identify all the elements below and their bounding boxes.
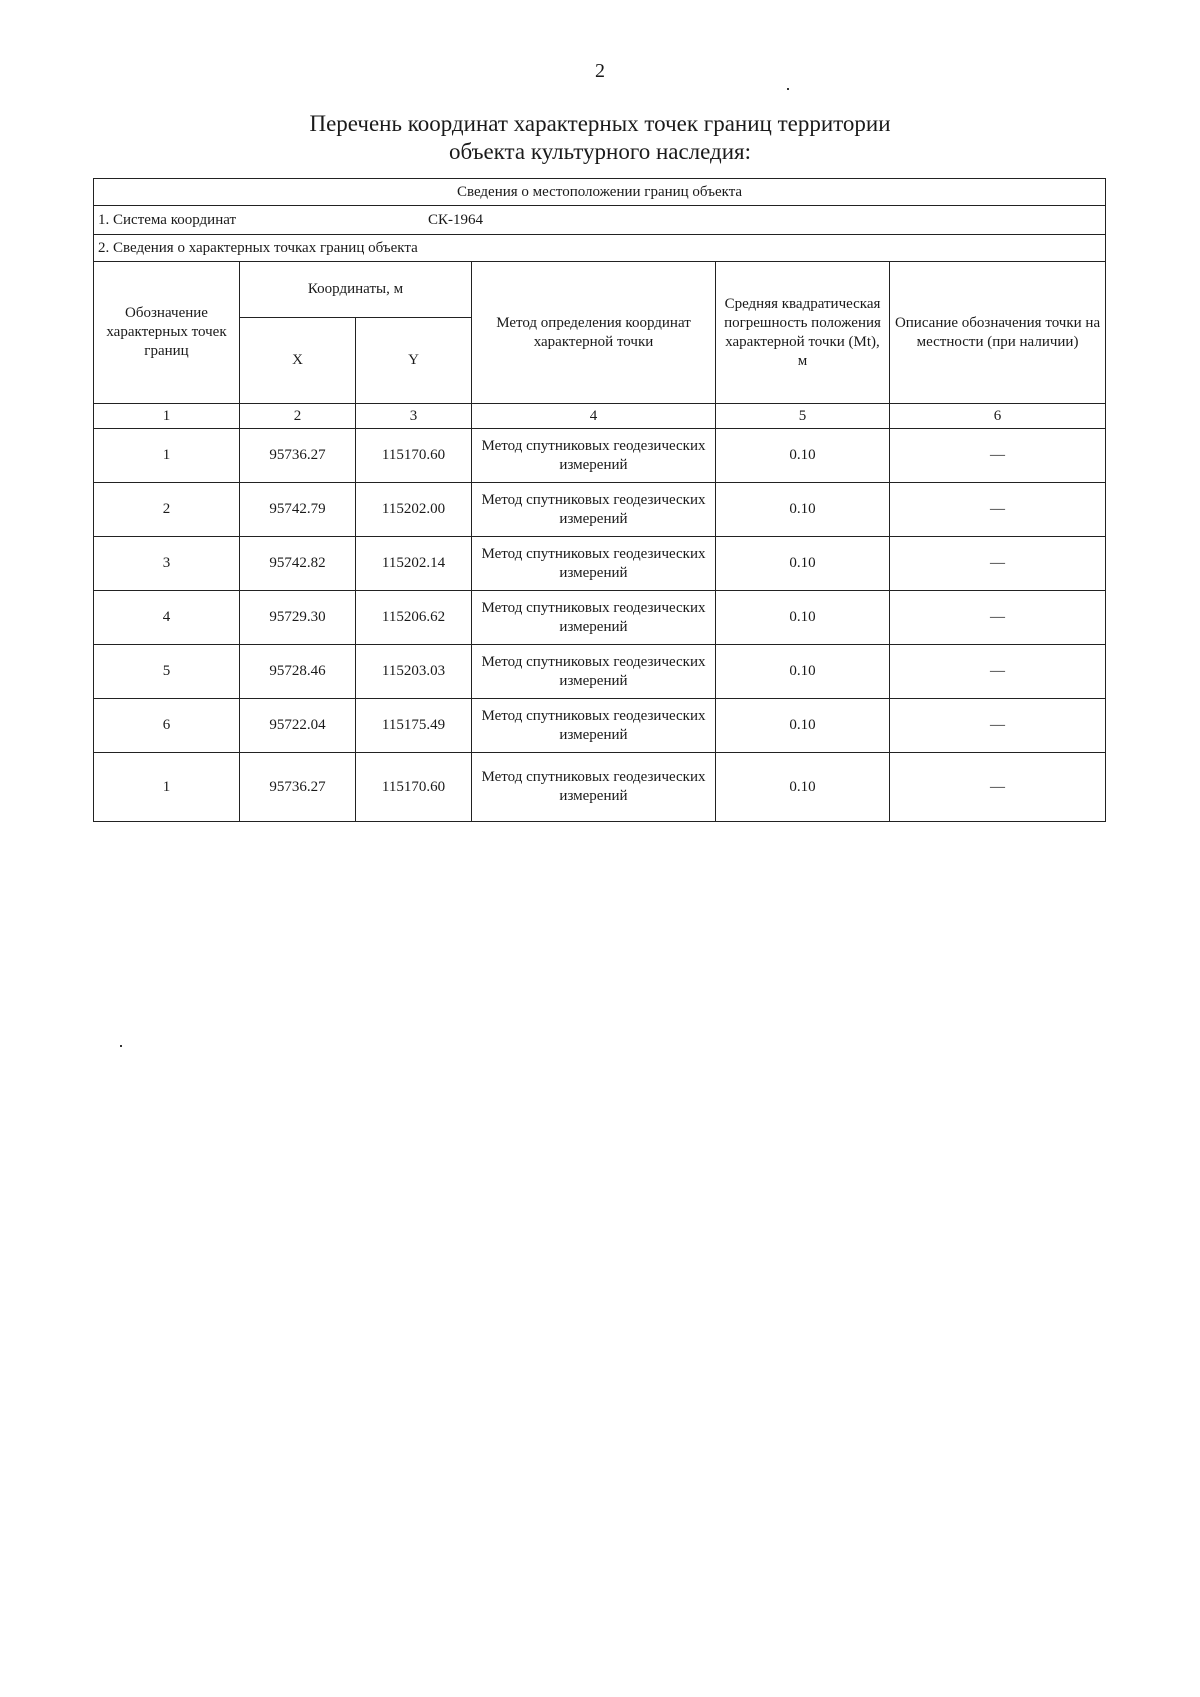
error-value: 0.10 [716,591,890,645]
coord-x: 95742.79 [240,483,356,537]
table-row [94,699,1106,753]
col-header-method: Метод определения координат характерной точки [472,262,716,404]
page-number: 2 [595,60,605,82]
coord-y: 115170.60 [356,753,472,822]
description: — [890,429,1106,483]
scan-speck [787,88,789,90]
coordinate-system-row [94,206,1106,235]
scan-speck [120,1045,122,1047]
point-id: 5 [94,645,240,699]
col-header-coords: Координаты, м [240,262,472,318]
point-id: 6 [94,699,240,753]
description: — [890,591,1106,645]
col-header-x: X [240,318,356,404]
description: — [890,483,1106,537]
coord-y: 115206.62 [356,591,472,645]
error-value: 0.10 [716,699,890,753]
method: Метод спутниковых геодезических измерений [472,429,716,483]
method: Метод спутниковых геодезических измерений [472,591,716,645]
table-row [94,483,1106,537]
coordinate-system-value: СК-1964 [428,211,484,228]
description: — [890,645,1106,699]
error-value: 0.10 [716,483,890,537]
coord-y: 115170.60 [356,429,472,483]
coord-x: 95736.27 [240,753,356,822]
coord-y: 115203.03 [356,645,472,699]
column-number: 4 [472,404,716,429]
error-value: 0.10 [716,429,890,483]
column-numbers-row [94,404,1106,429]
point-id: 1 [94,753,240,822]
coord-x: 95729.30 [240,591,356,645]
column-number: 1 [94,404,240,429]
error-value: 0.10 [716,645,890,699]
method: Метод спутниковых геодезических измерений [472,753,716,822]
col-header-error: Средняя квадратическая погрешность положения характерной точки (Mt), м [716,262,890,404]
point-id: 1 [94,429,240,483]
col-header-description: Описание обозначения точки на местности (при наличии) [890,262,1106,404]
description: — [890,537,1106,591]
coord-x: 95722.04 [240,699,356,753]
coord-y: 115202.00 [356,483,472,537]
col-header-designation: Обозначение характерных точек границ [94,262,240,404]
table-header-info: Сведения о местоположении границ объекта [94,179,1106,206]
coordinate-system-label: 1. Система координат [98,211,237,228]
table-row [94,753,1106,822]
table-row [94,537,1106,591]
coord-x: 95742.82 [240,537,356,591]
error-value: 0.10 [716,537,890,591]
description: — [890,753,1106,822]
point-id: 3 [94,537,240,591]
column-number: 6 [890,404,1106,429]
method: Метод спутниковых геодезических измерений [472,537,716,591]
title-line-1: Перечень координат характерных точек границ территории [309,111,891,136]
column-number: 2 [240,404,356,429]
coordinates-table [93,178,1106,822]
description: — [890,699,1106,753]
coord-y: 115175.49 [356,699,472,753]
point-id: 4 [94,591,240,645]
table-row [94,591,1106,645]
column-number: 5 [716,404,890,429]
table-row [94,429,1106,483]
method: Метод спутниковых геодезических измерений [472,645,716,699]
table-row [94,645,1106,699]
title-line-2: объекта культурного наследия: [448,139,752,164]
coord-x: 95736.27 [240,429,356,483]
point-id: 2 [94,483,240,537]
coord-y: 115202.14 [356,537,472,591]
column-number: 3 [356,404,472,429]
document-title [0,110,1200,166]
coord-x: 95728.46 [240,645,356,699]
col-header-y: Y [356,318,472,404]
method: Метод спутниковых геодезических измерений [472,483,716,537]
section2-label: 2. Сведения о характерных точках границ объекта [94,235,1106,262]
method: Метод спутниковых геодезических измерений [472,699,716,753]
error-value: 0.10 [716,753,890,822]
